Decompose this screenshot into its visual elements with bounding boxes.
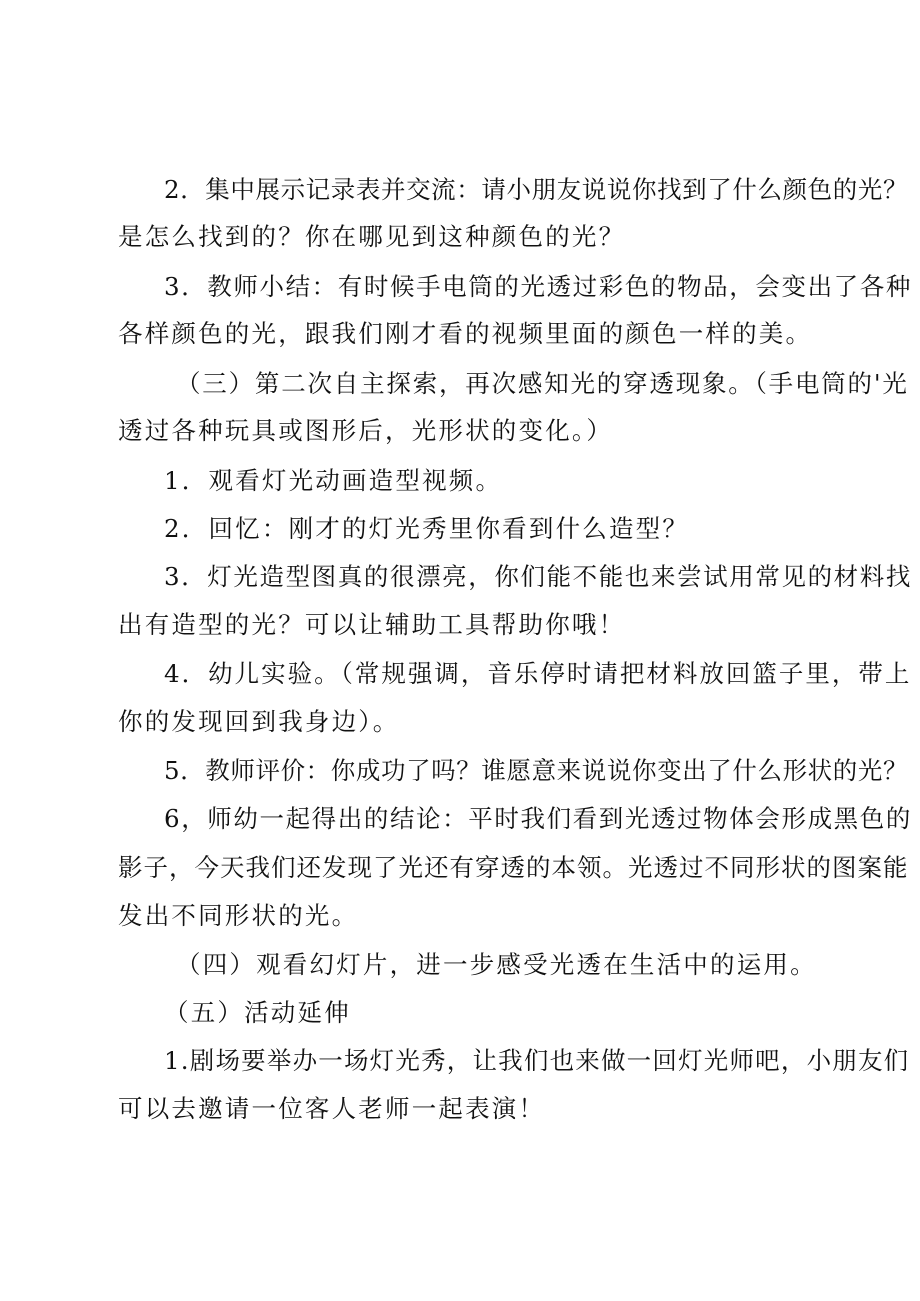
paragraph-line: 各样颜色的光，跟我们刚才看的视频里面的颜色一样的美。: [118, 319, 813, 348]
paragraph-line: 可以去邀请一位客人老师一起表演！: [118, 1094, 546, 1123]
paragraph-line: 发出不同形状的光。: [118, 901, 359, 930]
paragraph-line: 2．回忆：刚才的灯光秀里你看到什么造型？: [164, 514, 690, 543]
paragraph-line: 1．观看灯光动画造型视频。: [164, 466, 503, 495]
paragraph-line: 5．教师评价：你成功了吗？谁愿意来说说你变出了什么形状的光？: [164, 756, 909, 785]
paragraph-line: 影子，今天我们还发现了光还有穿透的本领。光透过不同形状的图案能: [118, 853, 909, 882]
paragraph-line: 是怎么找到的？你在哪见到这种颜色的光？: [118, 222, 626, 251]
paragraph-line: 你的发现回到我身边）。: [118, 707, 400, 736]
paragraph-line: （五）活动延伸: [164, 998, 351, 1027]
paragraph-line: 4．幼儿实验。（常规强调，音乐停时请把材料放回篮子里，带上: [164, 659, 912, 688]
paragraph-line: 透过各种玩具或图形后，光形状的变化。）: [118, 416, 614, 445]
paragraph-line: 6，师幼一起得出的结论：平时我们看到光透过物体会形成黑色的: [164, 804, 912, 833]
paragraph-line: 2．集中展示记录表并交流：请小朋友说说你找到了什么颜色的光？: [164, 175, 909, 204]
paragraph-line: （三）第二次自主探索，再次感知光的穿透现象。（手电筒的'光: [176, 369, 909, 398]
paragraph-line: 3．灯光造型图真的很漂亮，你们能不能也来尝试用常见的材料找: [164, 562, 912, 591]
paragraph-line: 出有造型的光？可以让辅助工具帮助你哦！: [118, 610, 626, 639]
paragraph-line: 3．教师小结：有时候手电筒的光透过彩色的物品，会变出了各种: [164, 272, 912, 301]
paragraph-line: （四）观看幻灯片，进一步感受光透在生活中的运用。: [176, 950, 817, 979]
paragraph-line: 1.剧场要举办一场灯光秀，让我们也来做一回灯光师吧，小朋友们: [164, 1046, 910, 1075]
